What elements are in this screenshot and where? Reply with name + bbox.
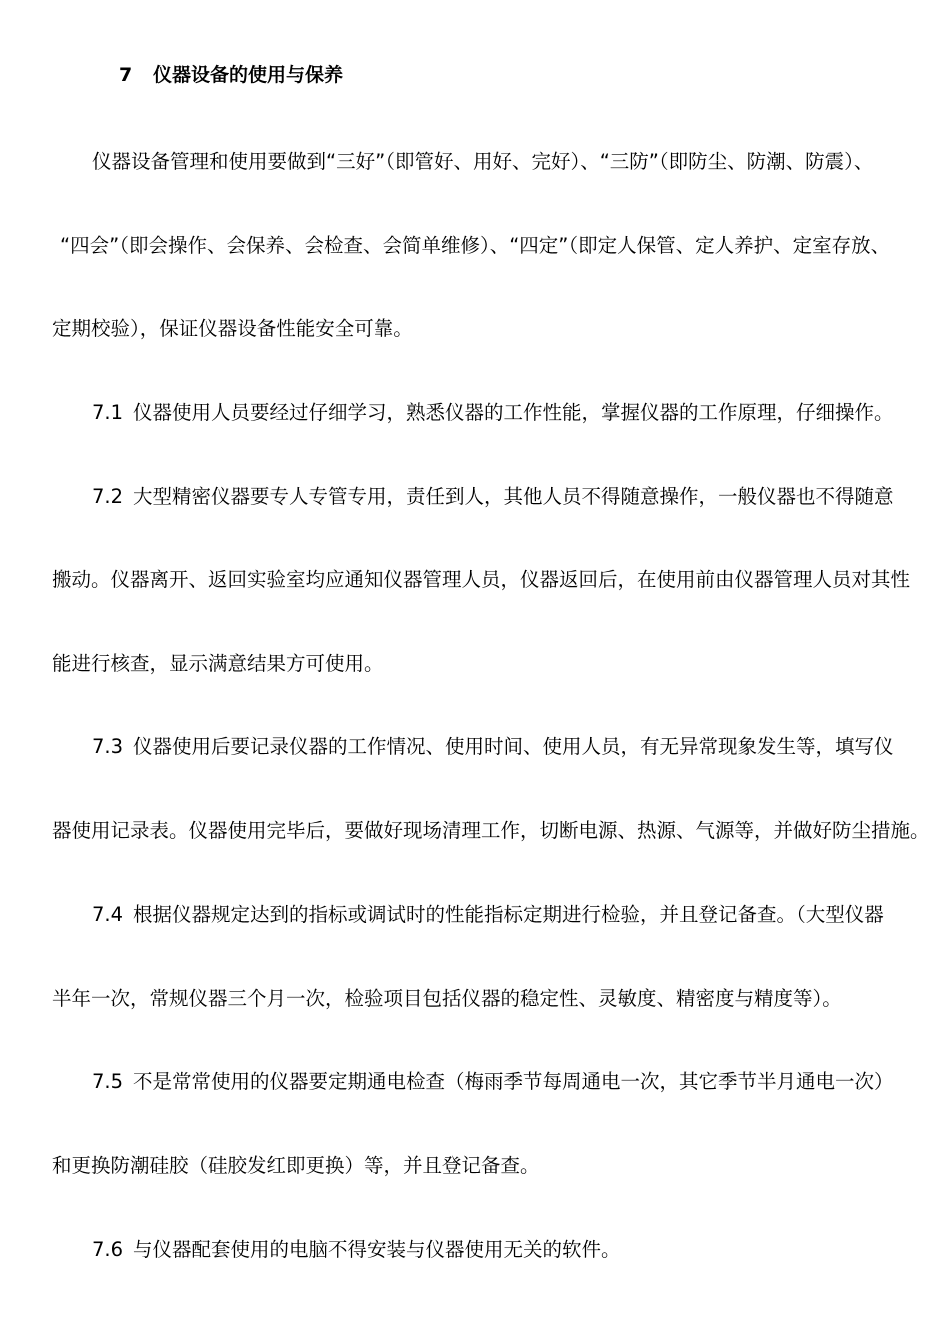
paragraph-line: 器使用记录表。仪器使用完毕后，要做好现场清理工作，切断电源、热源、气源等，并做好防尘措施。: [52, 819, 930, 842]
clause-number: 7.4: [92, 903, 124, 926]
paragraph-line: 定期校验），保证仪器设备性能安全可靠。: [52, 317, 413, 340]
clause-7-1: [92, 400, 894, 426]
clause-number: 7.2: [92, 485, 124, 508]
clause-text: 仪器使用后要记录仪器的工作情况、使用时间、使用人员，有无异常现象发生等，填写仪: [133, 735, 894, 758]
clause-number: 7.6: [92, 1238, 124, 1261]
paragraph-line: 仪器设备管理和使用要做到“三好”（即管好、用好、完好）、“三防”（即防尘、防潮、防震）、: [92, 150, 874, 173]
clause-text: 不是常常使用的仪器要定期通电检查（梅雨季节每周通电一次，其它季节半月通电一次）: [133, 1070, 894, 1093]
paragraph-line: 能进行核查，显示满意结果方可使用。: [52, 652, 384, 675]
clause-number: 7.1: [92, 401, 124, 424]
clause-number: 7.5: [92, 1070, 124, 1093]
clause-7-6: [92, 1237, 621, 1263]
clause-text: 仪器使用人员要经过仔细学习，熟悉仪器的工作性能，掌握仪器的工作原理，仔细操作。: [133, 401, 894, 424]
section-heading: [119, 62, 343, 88]
paragraph-line: 半年一次，常规仪器三个月一次，检验项目包括仪器的稳定性、灵敏度、精密度与精度等）。: [52, 987, 842, 1010]
clause-number: 7.3: [92, 735, 124, 758]
clause-text: 与仪器配套使用的电脑不得安装与仪器使用无关的软件。: [133, 1238, 621, 1261]
paragraph-line: 搬动。仪器离开、返回实验室均应通知仪器管理人员，仪器返回后，在使用前由仪器管理人员对其性: [52, 568, 911, 591]
paragraph-line: 和更换防潮硅胶（硅胶发红即更换）等，并且登记备查。: [52, 1154, 540, 1177]
clause-7-2: [92, 484, 894, 510]
section-number: 7: [119, 64, 133, 86]
clause-text: 根据仪器规定达到的指标或调试时的性能指标定期进行检验，并且登记备查。（大型仪器: [133, 903, 884, 926]
clause-7-4: [92, 902, 884, 928]
paragraph-line: “四会”（即会操作、会保养、会检查、会简单维修）、“四定”（即定人保管、定人养护、定室存放、: [60, 234, 891, 257]
clause-text: 大型精密仪器要专人专管专用，责任到人，其他人员不得随意操作，一般仪器也不得随意: [133, 485, 894, 508]
clause-7-5: [92, 1069, 894, 1095]
section-title: 仪器设备的使用与保养: [153, 64, 344, 86]
clause-7-3: [92, 734, 894, 760]
